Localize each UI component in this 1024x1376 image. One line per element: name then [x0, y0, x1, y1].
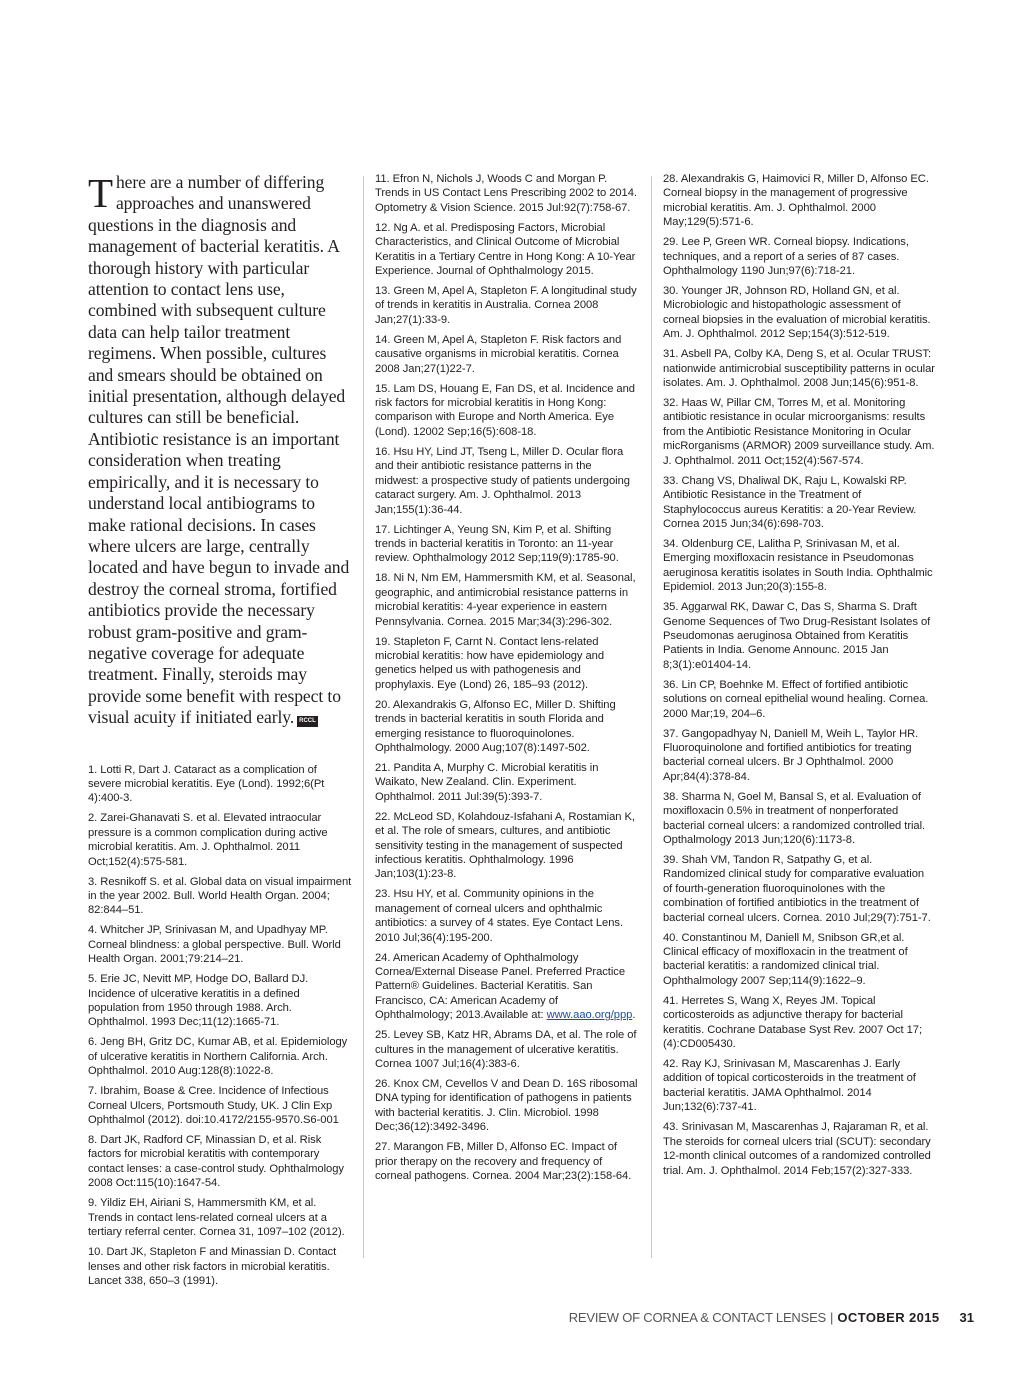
- drop-cap: T: [88, 170, 113, 216]
- column-divider: [651, 176, 652, 1258]
- reference-text: 26. Knox CM, Cevellos V and Dean D. 16S ribosomal DNA typing for identification of pathogens in patients with bacterial keratitis. J. Clin. Microbiol. 1998 Dec;36(12):3492-3496.: [375, 1078, 638, 1134]
- reference-item: [375, 1140, 638, 1183]
- issue-date: OCTOBER 2015: [837, 1310, 940, 1325]
- reference-link[interactable]: www.aao.org/ppp: [546, 1009, 633, 1022]
- reference-text: 8. Dart JK, Radford CF, Minassian D, et al. Risk factors for microbial keratitis with contemporary contact lenses: a case-control study. Ophthalmology 2008 Oct:115(10):1647-54.: [88, 1134, 344, 1190]
- reference-text: 37. Gangopadhyay N, Daniell M, Weih L, Taylor HR. Fluoroquinolone and fortified antibiotics for treating bacterial corneal ulcers. Br J Ophthalmol. 2000 Apr;84(4):378-84.: [663, 727, 919, 783]
- reference-list-left: [88, 763, 353, 1289]
- page-footer: [569, 1309, 974, 1327]
- reference-text: 11. Efron N, Nichols J, Woods C and Morgan P. Trends in US Contact Lens Prescribing 2002 to 2014. Optometry & Vision Science. 2015 Jul:92(7):758-67.: [375, 173, 637, 214]
- reference-item: [88, 1035, 353, 1078]
- reference-text: 4. Whitcher JP, Srinivasan M, and Upadhyay MP. Corneal blindness: a global perspective. Bull. World Health Organ. 2001;79:214–21.: [88, 924, 341, 966]
- reference-text: 12. Ng A. et al. Predisposing Factors, Microbial Characteristics, and Clinical Outcome of Microbial Keratitis in a Tertiary Centre in Hong Kong: A 10-Year Experience. Journal of Ophthalmology 2015.: [375, 221, 636, 278]
- reference-list-right: [663, 172, 935, 1178]
- reference-text: 43. Srinivasan M, Mascarenhas J, Rajaraman R, et al. The steroids for corneal ulcers trial (SCUT): secondary 12-month clinical outcomes of a randomized controlled trial. Am. J. Ophthalmol. 2014 Feb;157(2):327-333.: [663, 1121, 931, 1177]
- reference-text: 41. Herretes S, Wang X, Reyes JM. Topical corticosteroids as adjunctive therapy for bacterial keratitis. Cochrane Database Syst Rev. 2007 Oct 17;(4):CD005430.: [663, 994, 923, 1051]
- reference-text: 3. Resnikoff S. et al. Global data on visual impairment in the year 2002. Bull. World Health Organ. 2004; 82:844–51.: [88, 875, 352, 917]
- article-body-text: here are a number of differing approaches and unanswered questions in the diagnosis and management of bacterial keratitis. A thorough history with particular attention to contact lens use, combined with subsequent culture data can help tailor treatment regimens. When possible, cultures and smears should be obtained on initial presentation, although delayed cultures can still be beneficial. Antibiotic resistance is an important consideration when treating empirically, and it is necessary to understand local antibiograms to make rational decisions. In cases where ulcers are large, centrally located and have begun to invade and destroy the corneal stroma, fortified antibiotics provide the necessary robust gram-positive and gram-negative coverage for adequate treatment. Finally, steroids may provide some benefit with respect to visual acuity if initiated early.: [88, 172, 350, 728]
- reference-text: 17. Lichtinger A, Yeung SN, Kim P, et al. Shifting trends in bacterial keratitis in Toronto: an 11-year review. Ophthalmology 2012 Sep;119(9):1785-90.: [375, 523, 619, 565]
- page-number: 31: [959, 1310, 974, 1325]
- reference-item: [375, 445, 638, 517]
- reference-text: 16. Hsu HY, Lind JT, Tseng L, Miller D. Ocular flora and their antibiotic resistance patterns in the midwest: a prospective study of patients undergoing cataract surgery. Am. J. Ophthalmol. 2013 Jan;155(1):36-44.: [375, 445, 630, 516]
- reference-text: 42. Ray KJ, Srinivasan M, Mascarenhas J. Early addition of topical corticosteroids in the treatment of bacterial keratitis. JAMA Ophthalmol. 2014 Jun;132(6):737-41.: [663, 1058, 916, 1114]
- reference-item: [375, 698, 638, 756]
- reference-item: [663, 790, 935, 848]
- reference-item: [663, 474, 935, 532]
- reference-text: 9. Yildiz EH, Airiani S, Hammersmith KM, et al. Trends in contact lens-related corneal ulcers at a tertiary referral center. Cornea 31, 1097–102 (2012).: [88, 1197, 345, 1239]
- reference-text: 28. Alexandrakis G, Haimovici R, Miller D, Alfonso EC. Corneal biopsy in the management of progressive microbial keratitis. Am. J. Ophthalmol. 2000 May;129(5):571-6.: [663, 173, 929, 229]
- reference-text: 15. Lam DS, Houang E, Fan DS, et al. Incidence and risk factors for microbial keratitis in Hong Kong: comparison with Europe and North America. Eye (Lond). 12002 Sep;16(5):608-18.: [375, 382, 635, 438]
- reference-text: 40. Constantinou M, Daniell M, Snibson GR,et al. Clinical efficacy of moxifloxacin in the treatment of bacterial keratitis: a randomized clinical trial. Ophthalmology 2007 Sep;114(9):1622–9.: [663, 931, 908, 987]
- reference-text: 31. Asbell PA, Colby KA, Deng S, et al. Ocular TRUST: nationwide antimicrobial susceptibility patterns in ocular isolates. Am. J. Ophthalmol. 2008 Jun;145(6):951-8.: [663, 348, 935, 390]
- reference-text: 19. Stapleton F, Carnt N. Contact lens-related microbial keratitis: how have epidemiology and genetics helped us with pathogenesis and prophylaxis. Eye (Lond) 26, 185–93 (2012).: [375, 635, 605, 691]
- reference-text: 32. Haas W, Pillar CM, Torres M, et al. Monitoring antibiotic resistance in ocular microorganisms: results from the Antibiotic Resistance Monitoring in Ocular micRorganisms (ARMOR) 2009 surveillance study. Am. J. Ophthalmol. 2011 Oct;152(4):567-574.: [663, 397, 935, 467]
- reference-item: [88, 875, 353, 918]
- reference-item: 24. American Academy of Ophthalmology Cornea/External Disease Panel. Preferred Practice Pattern® Guidelines. Bacterial Keratitis. San Francisco, CA: American Academy of Ophthalmology; 2013.Available at: www.aao.org/ppp.: [375, 951, 636, 1022]
- reference-text: 23. Hsu HY, et al. Community opinions in the management of corneal ulcers and ophthalmic antibiotics: a survey of 4 states. Eye Contact Lens. 2010 Jul;36(4):195-200.: [375, 888, 624, 944]
- reference-list-middle: [375, 172, 638, 1184]
- reference-text: 38. Sharma N, Goel M, Bansal S, et al. Evaluation of moxifloxacin 0.5% in treatment of nonperforated bacterial corneal ulcers: a randomized controlled trial. Opthalmology 2013 Jun;120(6):1173-8.: [663, 790, 926, 846]
- reference-item: [663, 235, 935, 278]
- article-conclusion: [88, 172, 353, 729]
- reference-item: [375, 761, 638, 804]
- reference-item: [663, 1120, 935, 1178]
- column-divider: [363, 176, 364, 1258]
- journal-name: REVIEW OF CORNEA & CONTACT LENSES: [568, 1310, 827, 1325]
- reference-item: [663, 727, 935, 785]
- reference-item: [375, 1028, 638, 1071]
- reference-item: [88, 972, 353, 1030]
- reference-text: 6. Jeng BH, Gritz DC, Kumar AB, et al. Epidemiology of ulcerative keratitis in Northern California. Arch. Ophthalmol. 2010 Aug:128(8):1022-8.: [88, 1036, 348, 1078]
- reference-item: [375, 810, 638, 882]
- reference-text: 34. Oldenburg CE, Lalitha P, Srinivasan M, et al. Emerging moxifloxacin resistance in Pseudomonas aeruginosa keratitis isolates in South India. Ophthalmic Epidemiol. 2013 Jun;20(3):155-8.: [663, 537, 933, 594]
- reference-item: [375, 172, 638, 215]
- reference-text: 14. Green M, Apel A, Stapleton F. Risk factors and causative organisms in microbial keratitis. Cornea 2008 Jan;27(1)22-7.: [375, 333, 622, 375]
- reference-item: [663, 600, 935, 672]
- end-of-article-mark: RCCL: [297, 716, 318, 727]
- reference-item: [375, 635, 638, 693]
- reference-item: [88, 1245, 353, 1288]
- reference-text: 1. Lotti R, Dart J. Cataract as a complication of severe microbial keratitis. Eye (Lond). 1992;6(Pt 4):400-3.: [88, 763, 325, 805]
- reference-item: [663, 347, 935, 390]
- reference-item: [663, 853, 935, 925]
- reference-text: 20. Alexandrakis G, Alfonso EC, Miller D. Shifting trends in bacterial keratitis in south Florida and emerging resistance to fluoroquinolones. Ophthalmology. 2000 Aug;107(8):1497-502.: [375, 698, 616, 754]
- reference-text: 5. Erie JC, Nevitt MP, Hodge DO, Ballard DJ. Incidence of ulcerative keratitis in a defined population from 1950 through 1988. Arch. Ophthalmol. 1993 Dec;11(12):1665-71.: [88, 973, 309, 1029]
- reference-item: [88, 1133, 353, 1191]
- reference-text: 10. Dart JK, Stapleton F and Minassian D. Contact lenses and other risk factors in microbial keratitis. Lancet 338, 650–3 (1991).: [88, 1246, 337, 1287]
- reference-item: [88, 1084, 353, 1127]
- reference-text: 27. Marangon FB, Miller D, Alfonso EC. Impact of prior therapy on the recovery and frequency of corneal pathogens. Cornea. 2004 Mar;23(2):158-64.: [375, 1141, 632, 1183]
- reference-text: 22. McLeod SD, Kolahdouz-Isfahani A, Rostamian K, et al. The role of smears, cultures, and antibiotic sensitivity testing in the management of suspected infectious keratitis. Ophthalmology. 1996 Jan;103(1):23-8.: [375, 810, 635, 881]
- right-column: [663, 172, 935, 1184]
- reference-item: [663, 172, 935, 230]
- left-column: [88, 172, 353, 1294]
- reference-item: [375, 523, 638, 566]
- reference-item: [663, 678, 935, 721]
- middle-column: [375, 172, 638, 1189]
- reference-text: 24. American Academy of Ophthalmology Cornea/External Disease Panel. Preferred Practice Pattern® Guidelines. Bacterial Keratitis. San Francisco, CA: American Academy of Ophthalmology; 2013.Available at:: [375, 951, 626, 1022]
- reference-item: [663, 1057, 935, 1115]
- reference-item: [663, 396, 935, 468]
- reference-item: [375, 284, 638, 327]
- reference-text: 7. Ibrahim, Boase & Cree. Incidence of Infectious Corneal Ulcers, Portsmouth Study, UK. J Clin Exp Ophthalmol (2012). doi:10.4172/2155-9570.S6-001: [88, 1085, 339, 1127]
- reference-text: 2. Zarei-Ghanavati S. et al. Elevated intraocular pressure is a common complication during active microbial keratitis. Am. J. Ophthalmol. 2011 Oct;152(4):575-581.: [88, 812, 328, 868]
- reference-item: [663, 537, 935, 595]
- reference-text: 13. Green M, Apel A, Stapleton F. A longitudinal study of trends in keratitis in Australia. Cornea 2008 Jan;27(1):33-9.: [375, 285, 637, 326]
- reference-text: 21. Pandita A, Murphy C. Microbial keratitis in Waikato, New Zealand. Clin. Experiment. Ophthalmol. 2011 Jul:39(5):393-7.: [375, 761, 599, 803]
- reference-item: [88, 923, 353, 966]
- reference-item: [375, 571, 638, 629]
- reference-text: 30. Younger JR, Johnson RD, Holland GN, et al. Microbiologic and histopathologic assessment of corneal biopsies in the evaluation of microbial keratitis. Am. J. Ophthalmol. 2012 Sep;154(3):512-519.: [663, 285, 931, 341]
- reference-text: 39. Shah VM, Tandon R, Satpathy G, et al. Randomized clinical study for comparative evaluation of fourth-generation fluoroquinolones with the combination of fortified antibiotics in the treatment of bacterial corneal ulcers. Cornea. 2010 Jul;29(7):751-7.: [663, 854, 931, 924]
- reference-item: [663, 994, 935, 1052]
- reference-item: [375, 221, 638, 279]
- reference-item: [663, 931, 935, 989]
- reference-item: [375, 382, 638, 440]
- reference-item: [88, 763, 353, 806]
- reference-text: 36. Lin CP, Boehnke M. Effect of fortified antibiotic solutions on corneal epithelial wound healing. Cornea. 2000 Mar;19, 204–6.: [663, 678, 929, 720]
- reference-item: [375, 333, 638, 376]
- reference-item: [663, 284, 935, 342]
- reference-text: 29. Lee P, Green WR. Corneal biopsy. Indications, techniques, and a report of a series of 87 cases. Ophthalmology 1190 Jun;97(6):718-21.: [663, 236, 909, 278]
- reference-text: 35. Aggarwal RK, Dawar C, Das S, Sharma S. Draft Genome Sequences of Two Drug-Resistant Isolates of Pseudomonas aeruginosa Obtained from Keratitis Patients in India. Genome Announc. 2015 Jan 8;3(1):e01404-14.: [663, 601, 931, 671]
- reference-text: 18. Ni N, Nm EM, Hammersmith KM, et al. Seasonal, geographic, and antimicrobial resistance patterns in microbial keratitis: 4-year experience in eastern Pennsylvania. Cornea. 2015 Mar;34(3):296-302.: [375, 572, 636, 628]
- reference-item: [88, 1196, 353, 1239]
- footer-separator: |: [830, 1310, 834, 1325]
- reference-text: 25. Levey SB, Katz HR, Abrams DA, et al. The role of cultures in the management of ulcerative keratitis. Cornea 1007 Jul;16(4):383-6.: [375, 1029, 637, 1071]
- reference-item: [375, 1077, 638, 1135]
- reference-item: [375, 887, 638, 945]
- reference-item: [88, 811, 353, 869]
- reference-text: 33. Chang VS, Dhaliwal DK, Raju L, Kowalski RP. Antibiotic Resistance in the Treatment of Staphylococcus aureus Keratitis: a 20-Year Review. Cornea 2015 Jun;34(6):698-703.: [663, 474, 917, 530]
